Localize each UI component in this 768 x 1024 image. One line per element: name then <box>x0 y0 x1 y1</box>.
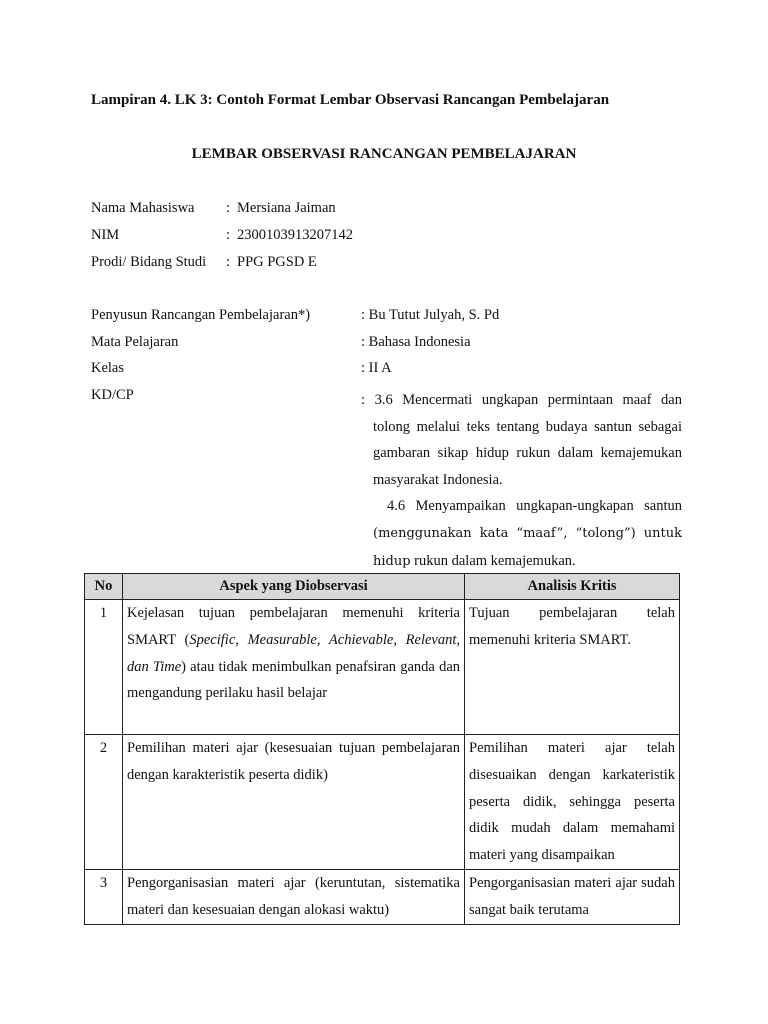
identity-value: PPG PGSD E <box>237 254 317 270</box>
info-value: : Bu Tutut Julyah, S. Pd <box>361 307 500 323</box>
identity-label: Nama Mahasiswa <box>91 200 195 216</box>
row-number: 2 <box>85 735 123 870</box>
identity-value: 2300103913207142 <box>237 227 353 243</box>
kd-cp-second <box>361 493 682 575</box>
header-analysis: Analisis Kritis <box>465 574 680 600</box>
table-row <box>85 869 680 924</box>
identity-value: Mersiana Jaiman <box>237 200 336 216</box>
info-value: : Bahasa Indonesia <box>361 334 471 350</box>
row-aspect <box>123 600 465 735</box>
info-label: Mata Pelajaran <box>91 334 179 350</box>
info-label: KD/CP <box>91 387 134 403</box>
identity-label: Prodi/ Bidang Studi <box>91 254 207 270</box>
aspect-text: ) atau tidak menimbulkan penafsiran ganda dan mengandung perilaku hasil belajar <box>127 658 460 702</box>
info-value: : II A <box>361 360 392 376</box>
kd-cp-second-c: rukun dalam kemajemukan. <box>410 552 576 569</box>
appendix-title: Lampiran 4. LK 3: Contoh Format Lembar Observasi Rancangan Pembelajaran <box>91 92 610 108</box>
table-row <box>85 735 680 870</box>
row-aspect: Pengorganisasian materi ajar (keruntutan, sistematika materi dan kesesuaian dengan alokasi waktu) <box>123 869 465 924</box>
kd-cp-text <box>361 387 682 575</box>
row-analysis: Pemilihan materi ajar telah disesuaikan dengan karkateristik peserta didik, sehingga peserta didik mudah dalam memahami materi yang disampaikan <box>465 735 680 870</box>
table-header-row <box>85 574 680 600</box>
info-label: Penyusun Rancangan Pembelajaran*) <box>91 307 311 323</box>
aspect-italic-text: Specific, Measurable, Achievable, Relevant, dan Time <box>127 631 460 675</box>
header-no: No <box>85 574 123 600</box>
observation-table <box>84 573 680 925</box>
document-title: LEMBAR OBSERVASI RANCANGAN PEMBELAJARAN <box>191 146 577 162</box>
table-row <box>85 600 680 735</box>
aspect-text: Kejelasan tujuan pembelajaran memenuhi kriteria SMART ( <box>127 605 460 648</box>
kd-cp-first: : 3.6 Mencermati ungkapan permintaan maaf dan tolong melalui teks tentang budaya santun sebagai gambaran sikap hidup rukun dalam kemajemukan masyarakat Indonesia. <box>361 392 682 488</box>
header-aspect: Aspek yang Diobservasi <box>123 574 465 600</box>
row-aspect: Pemilihan materi ajar (kesesuaian tujuan pembelajaran dengan karakteristik peserta didik) <box>123 735 465 870</box>
kd-cp-second-a: 4.6 Menyampaikan ungkapan-ungkapan santun <box>387 498 682 515</box>
row-analysis: Tujuan pembelajaran telah memenuhi kriteria SMART. <box>465 600 680 735</box>
row-number: 1 <box>85 600 123 735</box>
identity-colon: : <box>226 200 231 216</box>
info-label: Kelas <box>91 360 125 376</box>
identity-colon: : <box>226 254 231 270</box>
row-number: 3 <box>85 869 123 924</box>
kd-cp-second-b: (menggunakan kata “maaf”, “tolong”) untuk hidup <box>373 525 682 569</box>
identity-label: NIM <box>91 227 120 243</box>
row-analysis: Pengorganisasian materi ajar sudah sangat baik terutama <box>465 869 680 924</box>
identity-colon: : <box>226 227 231 243</box>
